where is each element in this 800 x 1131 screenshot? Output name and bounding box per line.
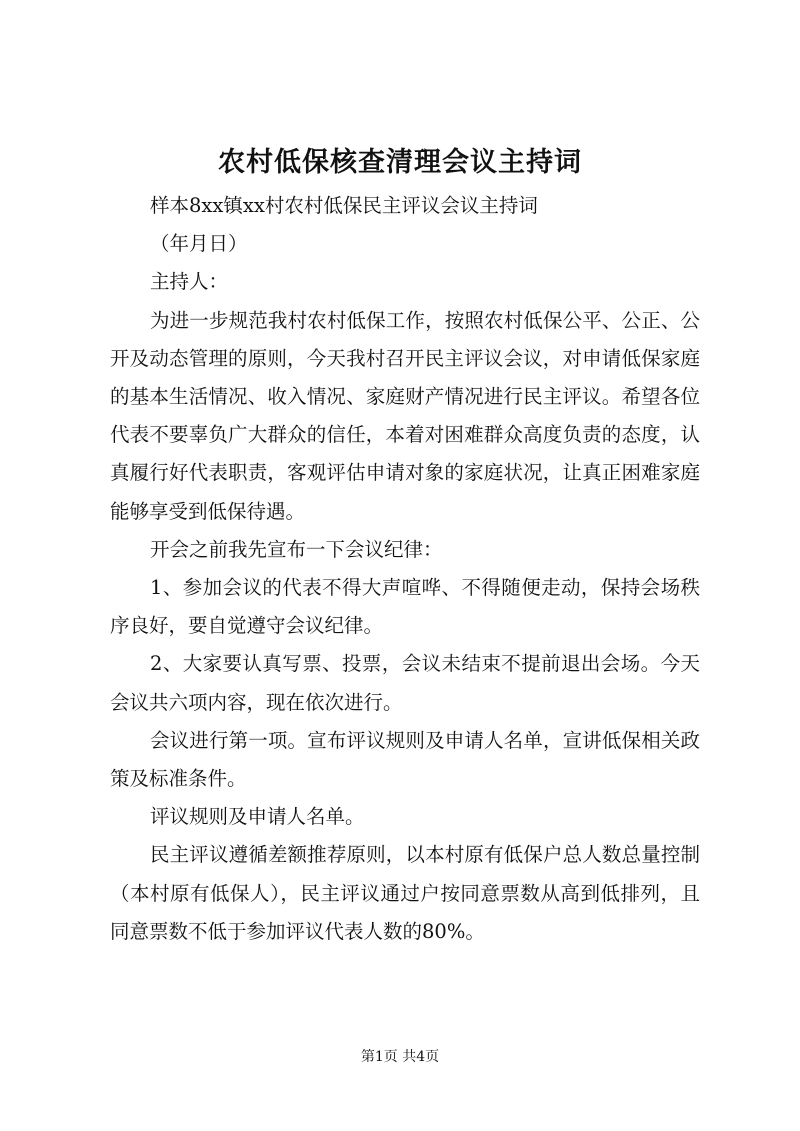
paragraph-principle: 民主评议遵循差额推荐原则，以本村原有低保户总人数总量控制（本村原有低保人），民主评议通过户按同意票数从高到低排列，且同意票数不低于参加评议代表人数的80%。 [110,843,700,943]
document-body [110,187,700,951]
paragraph-rules-list: 评议规则及申请人名单。 [150,805,365,829]
paragraph-host: 主持人： [150,270,229,294]
page-footer: 第1页 共4页 [360,1049,440,1065]
paragraph-date: （年月日） [150,232,248,256]
paragraph-intro: 为进一步规范我村农村低保工作，按照农村低保公平、公正、公开及动态管理的原则，今天我村召开民主评议会议，对申请低保家庭的基本生活情况、收入情况、家庭财产情况进行民主评议。希望各位代表不要辜负广大群众的信任，本着对困难群众高度负责的态度，认真履行好代表职责，客观评估申请对象的家庭状况，让真正困难家庭能够享受到低保待遇。 [110,308,700,523]
paragraph-item-1: 会议进行第一项。宣布评议规则及申请人名单，宣讲低保相关政策及标准条件。 [110,728,700,791]
paragraph-rule-1: 1、参加会议的代表不得大声喧哗、不得随便走动，保持会场秩序良好，要自觉遵守会议纪律。 [110,576,700,638]
document-title: 农村低保核查清理会议主持词 [218,147,582,178]
paragraph-rule-2: 2、大家要认真写票、投票，会议未结束不提前退出会场。今天会议共六项内容，现在依次进行。 [110,652,700,714]
paragraph-sample-heading: 样本8xx镇xx村农村低保民主评议会议主持词 [150,194,538,217]
paragraph-discipline-intro: 开会之前我先宣布一下会议纪律： [150,537,443,561]
